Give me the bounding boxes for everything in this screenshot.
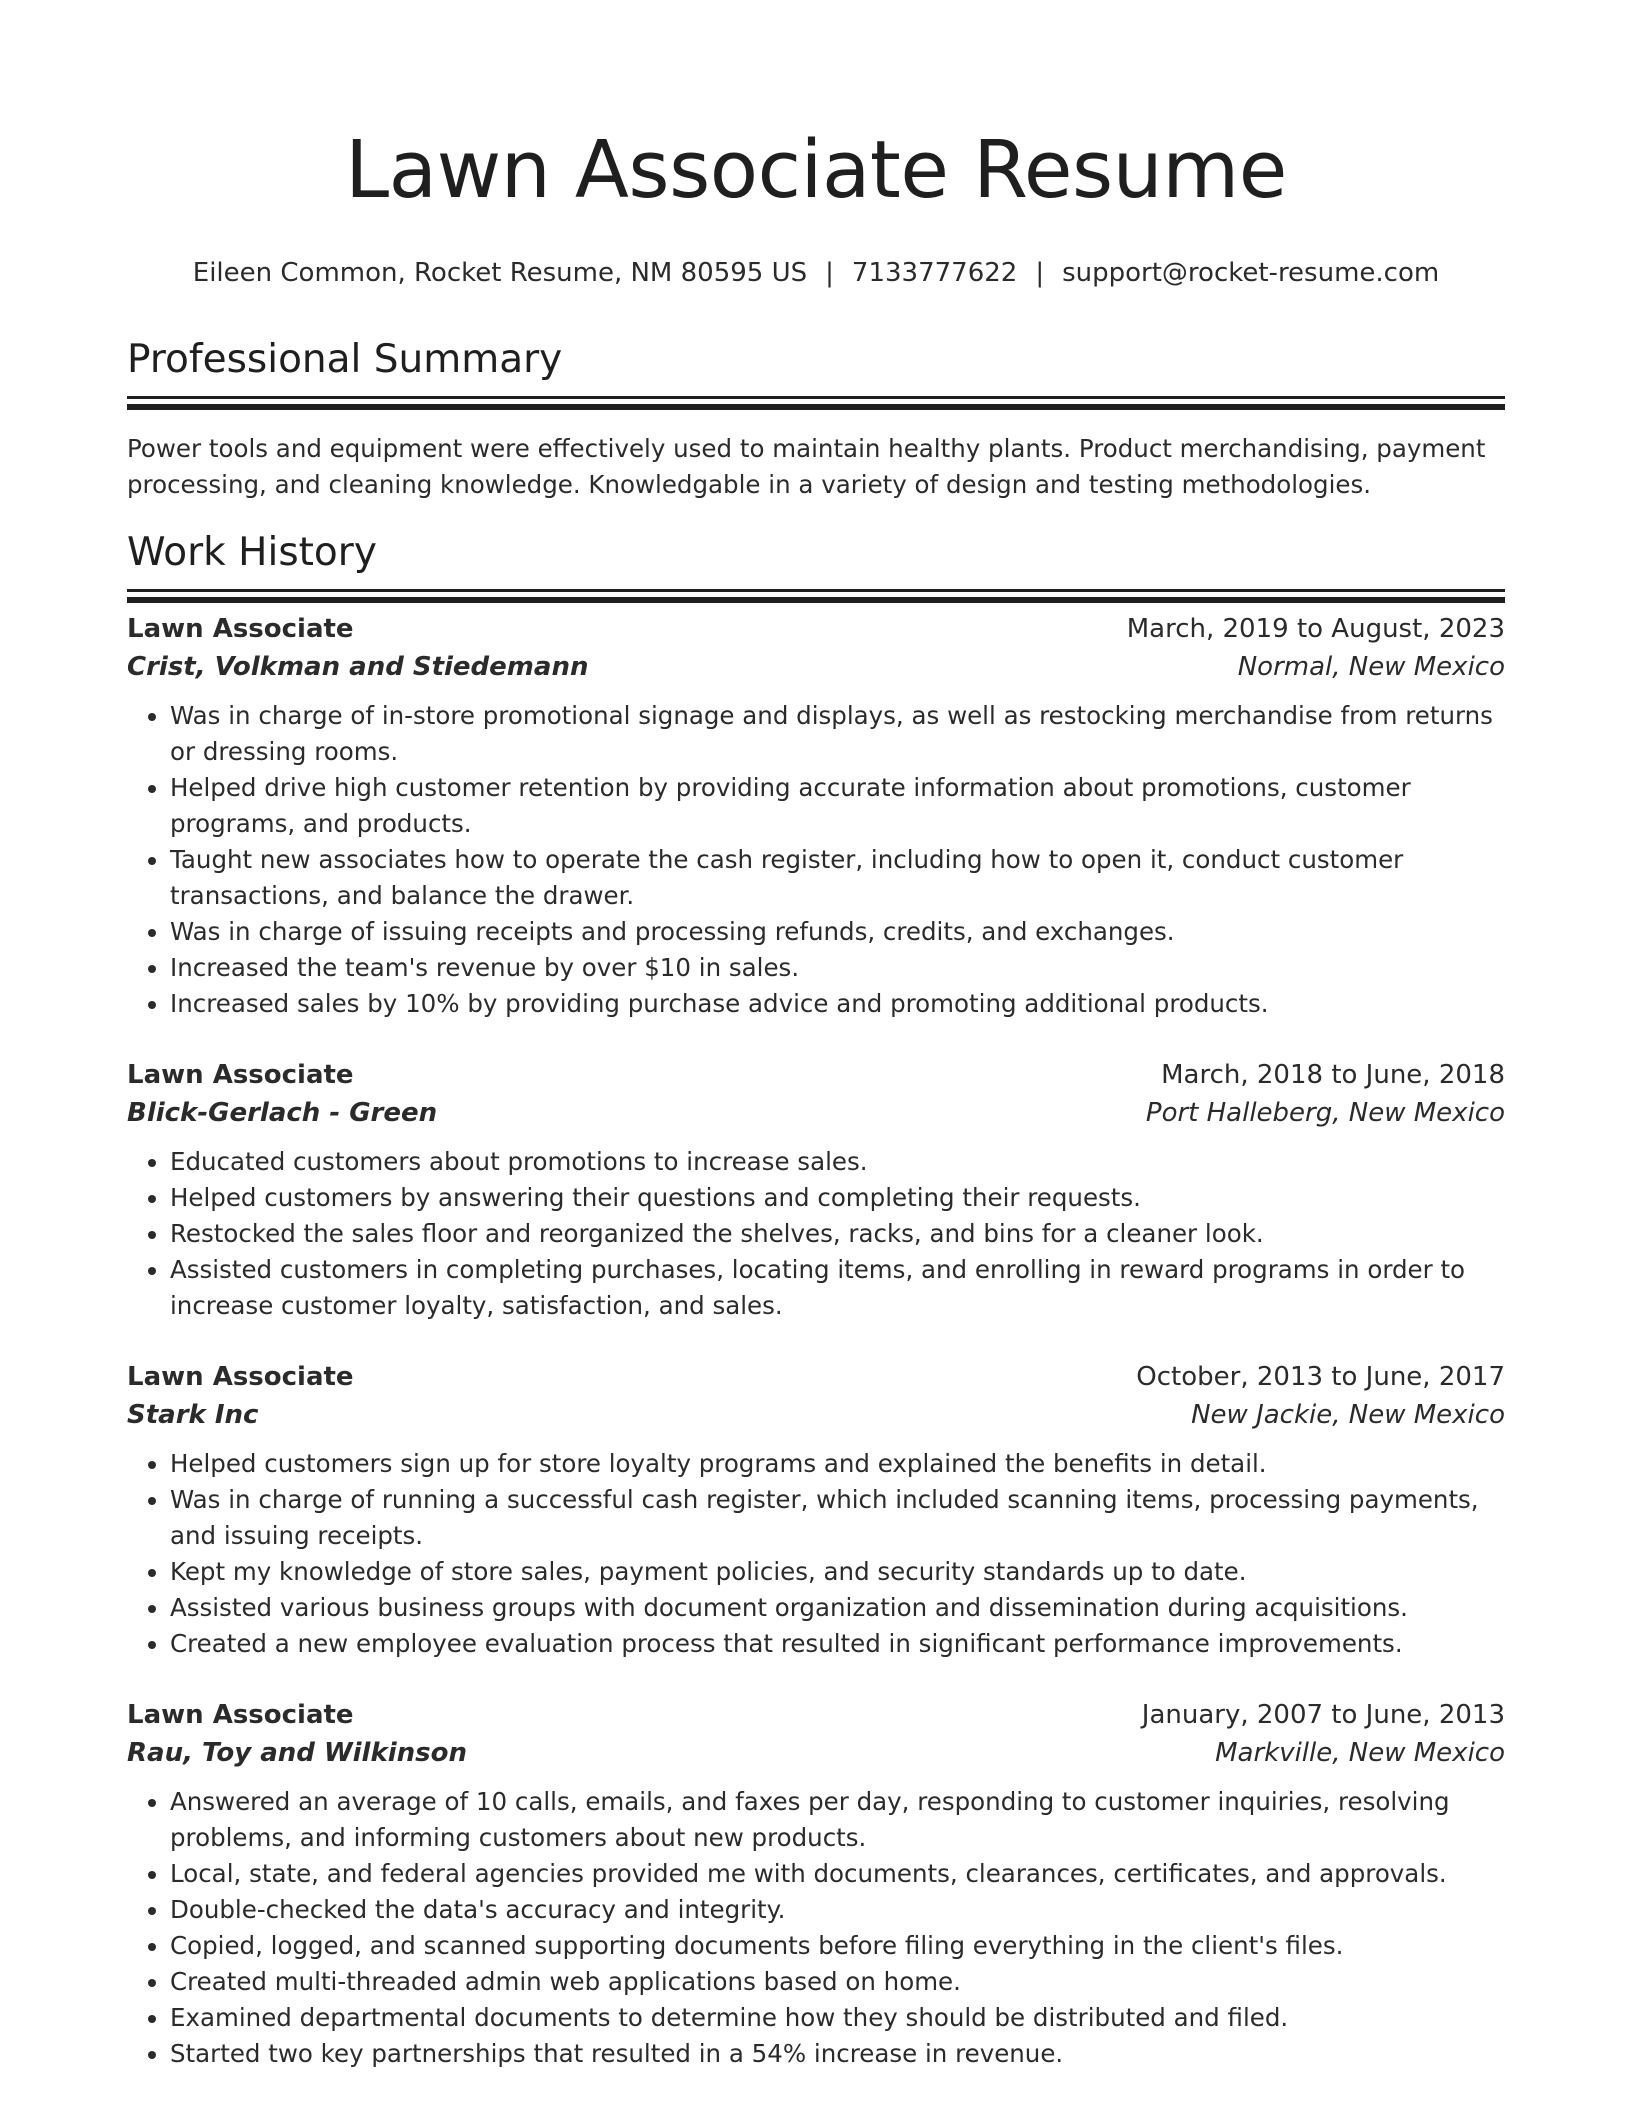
job-bullet: • Taught new associates how to operate the cash register, including how to open it, conduct customer transactions, and balance the drawer. — [170, 842, 1505, 914]
job-company: Rau, Toy and Wilkinson — [127, 1738, 468, 1768]
section-heading-summary: Professional Summary — [127, 337, 563, 382]
job-entry — [127, 610, 1505, 1022]
job-dates: March, 2019 to August, 2023 — [1126, 614, 1505, 644]
job-bullet-list — [127, 1784, 1505, 2072]
job-dates: March, 2018 to June, 2018 — [1161, 1060, 1505, 1090]
job-title: Lawn Associate — [127, 1700, 354, 1730]
job-bullet: • Kept my knowledge of store sales, payment policies, and security standards up to date. — [170, 1554, 1505, 1590]
job-bullet: • Helped drive high customer retention by providing accurate information about promotions, customer programs, and products. — [170, 770, 1505, 842]
job-bullet-list — [127, 1446, 1505, 1662]
job-bullet: • Helped customers by answering their questions and completing their requests. — [170, 1180, 1505, 1216]
job-location: Port Halleberg, New Mexico — [1145, 1098, 1505, 1128]
job-company: Crist, Volkman and Stiedemann — [127, 652, 589, 682]
job-header-row — [127, 610, 1505, 648]
job-title: Lawn Associate — [127, 1060, 354, 1090]
job-bullet: • Helped customers sign up for store loyalty programs and explained the benefits in detail. — [170, 1446, 1505, 1482]
job-bullet: • Was in charge of in-store promotional signage and displays, as well as restocking merchandise from returns or dressing rooms. — [170, 698, 1505, 770]
contact-phone: 7133777622 — [851, 258, 1018, 288]
job-title: Lawn Associate — [127, 614, 354, 644]
work-history-section — [127, 529, 1505, 2072]
job-header-row — [127, 1358, 1505, 1396]
job-title: Lawn Associate — [127, 1362, 354, 1392]
job-company-row — [127, 648, 1505, 686]
job-bullet: • Increased the team's revenue by over $10 in sales. — [170, 950, 1505, 986]
job-bullet: • Restocked the sales floor and reorganized the shelves, racks, and bins for a cleaner look. — [170, 1216, 1505, 1252]
contact-separator: | — [1035, 258, 1045, 288]
job-location: Normal, New Mexico — [1237, 652, 1505, 682]
job-entry — [127, 1696, 1505, 2072]
job-location: Markville, New Mexico — [1215, 1738, 1505, 1768]
job-entry — [127, 1358, 1505, 1662]
job-bullet-list — [127, 698, 1505, 1022]
summary-text: Power tools and equipment were effectively used to maintain healthy plants. Product merchandising, payment processing, and cleaning knowledge. Knowledgable in a variety of design and testing methodologies. — [127, 434, 1486, 499]
job-bullet: • Examined departmental documents to determine how they should be distributed and filed. — [170, 2000, 1505, 2036]
job-dates: January, 2007 to June, 2013 — [1141, 1700, 1505, 1730]
job-bullet: • Assisted customers in completing purchases, locating items, and enrolling in reward programs in order to increase customer loyalty, satisfaction, and sales. — [170, 1252, 1505, 1324]
job-company-row — [127, 1094, 1505, 1132]
contact-address: Eileen Common, Rocket Resume, NM 80595 US — [192, 258, 808, 288]
section-heading-work-history: Work History — [127, 530, 377, 575]
job-dates: October, 2013 to June, 2017 — [1136, 1362, 1505, 1392]
job-bullet: • Was in charge of issuing receipts and processing refunds, credits, and exchanges. — [170, 914, 1505, 950]
resume-title: Lawn Associate Resume — [345, 124, 1287, 216]
contact-separator: | — [825, 258, 834, 288]
job-company-row — [127, 1396, 1505, 1434]
job-company: Stark Inc — [127, 1400, 259, 1430]
job-location: New Jackie, New Mexico — [1191, 1400, 1505, 1430]
job-bullet: • Local, state, and federal agencies provided me with documents, clearances, certificates, and approvals. — [170, 1856, 1505, 1892]
jobs-list — [127, 610, 1505, 2072]
job-bullet: • Was in charge of running a successful cash register, which included scanning items, processing payments, and issuing receipts. — [170, 1482, 1505, 1554]
job-bullet: • Answered an average of 10 calls, emails, and faxes per day, responding to customer inquiries, resolving problems, and informing customers about new products. — [170, 1784, 1505, 1856]
job-bullet: • Increased sales by 10% by providing purchase advice and promoting additional products. — [170, 986, 1505, 1022]
job-entry — [127, 1056, 1505, 1324]
job-header-row — [127, 1696, 1505, 1734]
job-company-row — [127, 1734, 1505, 1772]
job-bullet: • Assisted various business groups with document organization and dissemination during acquisitions. — [170, 1590, 1505, 1626]
section-divider — [127, 589, 1505, 592]
contact-email: support@rocket-resume.com — [1062, 258, 1440, 288]
job-bullet: • Educated customers about promotions to increase sales. — [170, 1144, 1505, 1180]
job-company: Blick-Gerlach - Green — [127, 1098, 438, 1128]
job-bullet: • Started two key partnerships that resulted in a 54% increase in revenue. — [170, 2036, 1505, 2072]
job-header-row — [127, 1056, 1505, 1094]
section-divider — [127, 396, 1505, 399]
job-bullet: • Double-checked the data's accuracy and integrity. — [170, 1892, 1505, 1928]
job-bullet: • Created a new employee evaluation process that resulted in significant performance improvements. — [170, 1626, 1505, 1662]
job-bullet: • Copied, logged, and scanned supporting documents before filing everything in the client's files. — [170, 1928, 1505, 1964]
job-bullet-list — [127, 1144, 1505, 1324]
job-bullet: • Created multi-threaded admin web applications based on home. — [170, 1964, 1505, 2000]
contact-line — [127, 256, 1505, 290]
summary-section — [127, 336, 1505, 503]
